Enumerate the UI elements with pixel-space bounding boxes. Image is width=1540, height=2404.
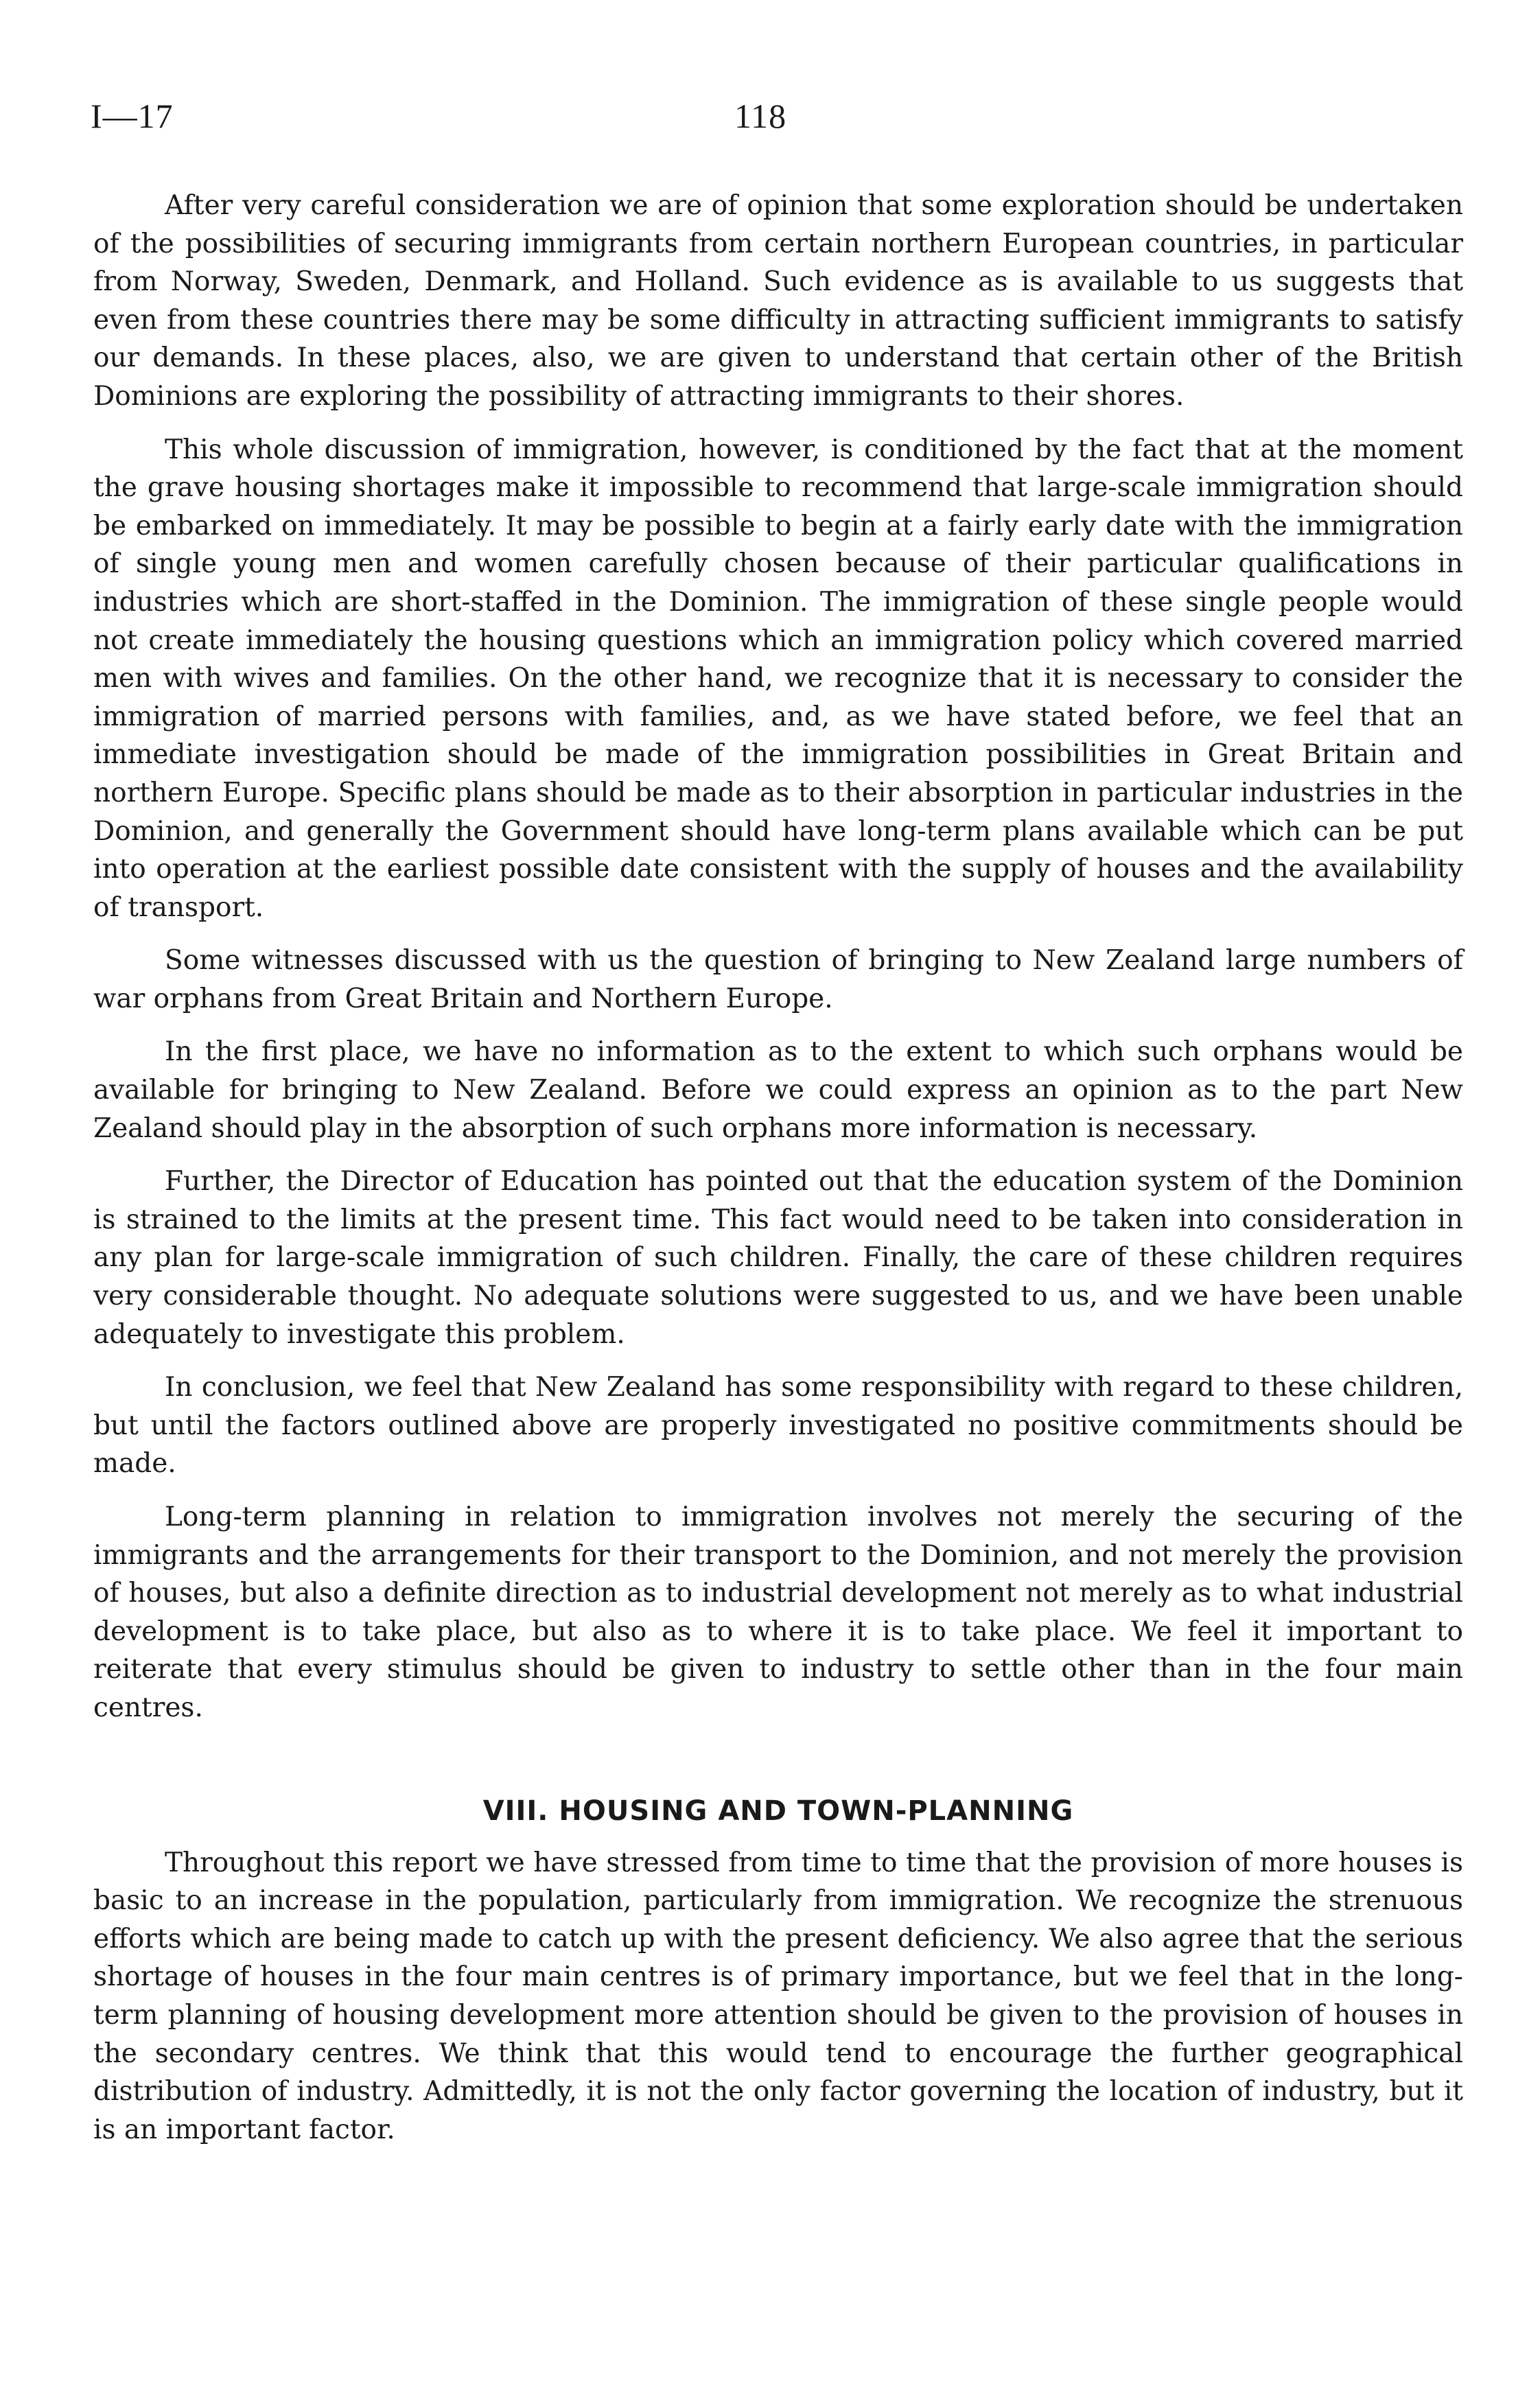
page-number: 118 [734,97,787,135]
body-paragraph: Some witnesses discussed with us the question of bringing to New Zealand large numbers of war orphans from Great Britain and Northern Europe. [93,945,1463,1014]
document-body [93,187,1463,2164]
body-paragraph: In conclusion, we feel that New Zealand has some responsibility with regard to these children, but until the factors outlined above are properly investigated no positive commitments should be made. [93,1372,1463,1480]
body-paragraph: Long-term planning in relation to immigration involves not merely the securing of the immigrants and the arrangements for their transport to the Dominion, and not merely the provision of houses, but also a definite direction as to industrial development not merely as to what industrial development is to take place, but also as to where it is to take place. We feel it important to reiterate that every stimulus should be given to industry to settle other than in the four main centres. [93,1502,1463,1723]
body-paragraph: This whole discussion of immigration, however, is conditioned by the fact that at the moment the grave housing shortages make it impossible to recommend that large-scale immigration should be embarked on immediately. It may be possible to begin at a fairly early date with the immigration of single young men and women carefully chosen because of their particular qualifications in industries which are short-staffed in the Dominion. The immigration of these single people would not create immediately the housing questions which an immigration policy which covered married men with wives and families. On the other hand, we recognize that it is necessary to consider the immigration of married persons with families, and, as we have stated before, we feel that an immediate investigation should be made of the immigration possibilities in Great Britain and northern Europe. Specific plans should be made as to their absorption in particular industries in the Dominion, and generally the Government should have long-term plans available which can be put into operation at the earliest possible date consistent with the supply of houses and the availability of transport. [93,434,1463,923]
page-header [0,96,1540,151]
section-heading: VIII. HOUSING AND TOWN-PLANNING [482,1795,1074,1827]
body-paragraph: Further, the Director of Education has pointed out that the education system of the Dominion is strained to the limits at the present time. This fact would need to be taken into consideration in any plan for large-scale immigration of such children. Finally, the care of these children requires very considerable thought. No adequate solutions were suggested to us, and we have been unable adequately to investigate this problem. [93,1166,1463,1350]
document-reference: I—17 [91,97,174,135]
body-paragraph: After very careful consideration we are of opinion that some exploration should be undertaken of the possibilities of securing immigrants from certain northern European countries, in particular from Norway, Sweden, Denmark, and Holland. Such evidence as is available to us suggests that even from these countries there may be some difficulty in attracting sufficient immigrants to satisfy our demands. In these places, also, we are given to understand that certain other of the British Dominions are exploring the possibility of attracting immigrants to their shores. [93,190,1463,412]
section-paragraph: Throughout this report we have stressed from time to time that the provision of more houses is basic to an increase in the population, particularly from immigration. We recognize the strenuous efforts which are being made to catch up with the present deficiency. We also agree that the serious shortage of houses in the four main centres is of primary importance, but we feel that in the long-term planning of housing development more attention should be given to the provision of houses in the secondary centres. We think that this would tend to encourage the further geographical distribution of industry. Admittedly, it is not the only factor governing the location of industry, but it is an important factor. [93,1847,1463,2145]
body-paragraph: In the first place, we have no information as to the extent to which such orphans would be available for bringing to New Zealand. Before we could express an opinion as to the part New Zealand should play in the absorption of such orphans more information is necessary. [93,1036,1463,1144]
